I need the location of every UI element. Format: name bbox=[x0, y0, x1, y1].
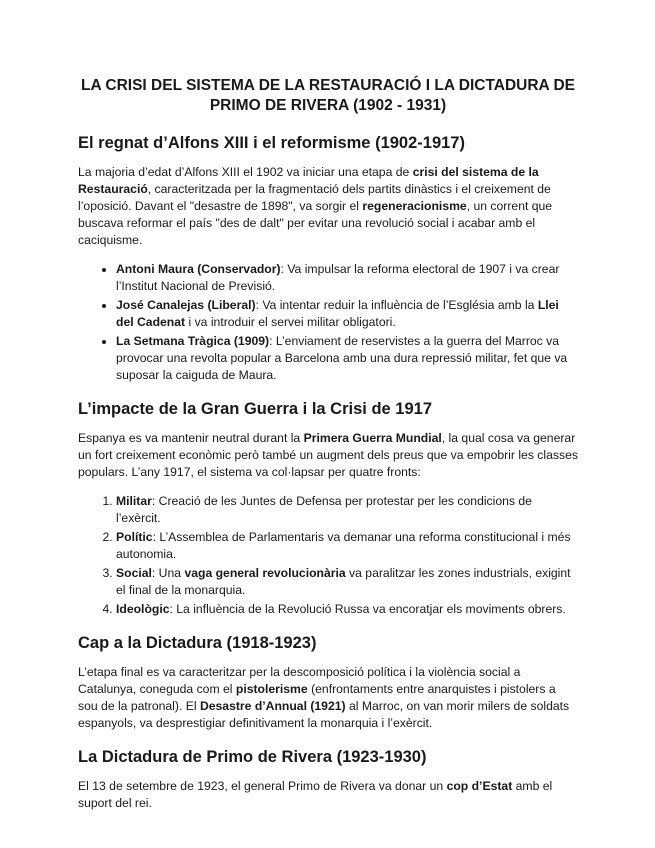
list-item-militar: 1. Militar: Creació de les Juntes de Defensa per protestar per les condicions de l’exèrcit. bbox=[116, 493, 578, 527]
paragraph-gran-guerra: Espanya es va mantenir neutral durant la Primera Guerra Mundial, la qual cosa va generar un fort creixement econòmic però també un augment dels preus que va empobrir les classes populars. L’any 1917, el sistema va col·lapsar per quatre fronts: bbox=[78, 431, 578, 479]
list-item-ideologic: 4. Ideològic: La influència de la Revolució Russa va encoratjar els moviments obrers. bbox=[116, 601, 578, 618]
paragraph-primo-de-rivera: El 13 de setembre de 1923, el general Primo de Rivera va donar un cop d’Estat amb el suport del rei. bbox=[78, 779, 553, 810]
list-item-setmana-tragica: • La Setmana Tràgica (1909): L’enviament de reservistes a la guerra del Marroc va provocar una revolta popular a Barcelona amb una dura repressió militar, fet que va suposar la caiguda de Maura. bbox=[116, 333, 578, 384]
document-page bbox=[78, 70, 578, 812]
section-heading-gran-guerra: L’impacte de la Gran Guerra i la Crisi de 1917 bbox=[78, 400, 432, 418]
section-heading-alfons-xiii: El regnat d’Alfons XIII i el reformisme (1902-1917) bbox=[78, 134, 465, 152]
list-item-canalejas: • José Canalejas (Liberal): Va intentar reduir la influència de l’Església amb la Llei del Cadenat i va introduir el servei militar obligatori. bbox=[116, 297, 578, 331]
reformism-list bbox=[78, 261, 578, 384]
paragraph-cap-dictadura: L’etapa final es va caracteritzar per la descomposició política i la violència social a Catalunya, coneguda com el pistolerisme (enfrontaments entre anarquistes i pistolers a sou de la patronal). El Desastre d’Annual (1921) al Marroc, on van morir milers de soldats espanyols, va desprestigiar definitivament la monarquia i l’exèrcit. bbox=[78, 665, 570, 730]
list-item-social: 3. Social: Una vaga general revolucionària va paralitzar les zones industrials, exigint el final de la monarquia. bbox=[116, 565, 578, 599]
section-heading-cap-dictadura: Cap a la Dictadura (1918-1923) bbox=[78, 634, 317, 652]
list-item-maura: • Antoni Maura (Conservador): Va impulsar la reforma electoral de 1907 i va crear l’Institut Nacional de Previsió. bbox=[116, 261, 578, 295]
section-heading-primo-de-rivera: La Dictadura de Primo de Rivera (1923-1930) bbox=[78, 748, 427, 766]
paragraph-alfons-xiii: La majoria d’edat d’Alfons XIII el 1902 va iniciar una etapa de crisi del sistema de la Restauració, caracteritzada per la fragmentació dels partits dinàstics i el creixement de l’oposició. Davant el "desastre de 1898", va sorgir el regeneracionisme, un corrent que buscava reformar el país "des de dalt" per evitar una revolució social i acabar amb el caciquisme. bbox=[78, 165, 553, 247]
document-title: LA CRISI DEL SISTEMA DE LA RESTAURACIÓ I LA DICTADURA DE PRIMO DE RIVERA (1902 - 1931) bbox=[81, 77, 575, 114]
crisis-fronts-list bbox=[78, 493, 578, 618]
list-item-politic: 2. Polític: L’Assemblea de Parlamentaris va demanar una reforma constitucional i més autonomia. bbox=[116, 529, 578, 563]
